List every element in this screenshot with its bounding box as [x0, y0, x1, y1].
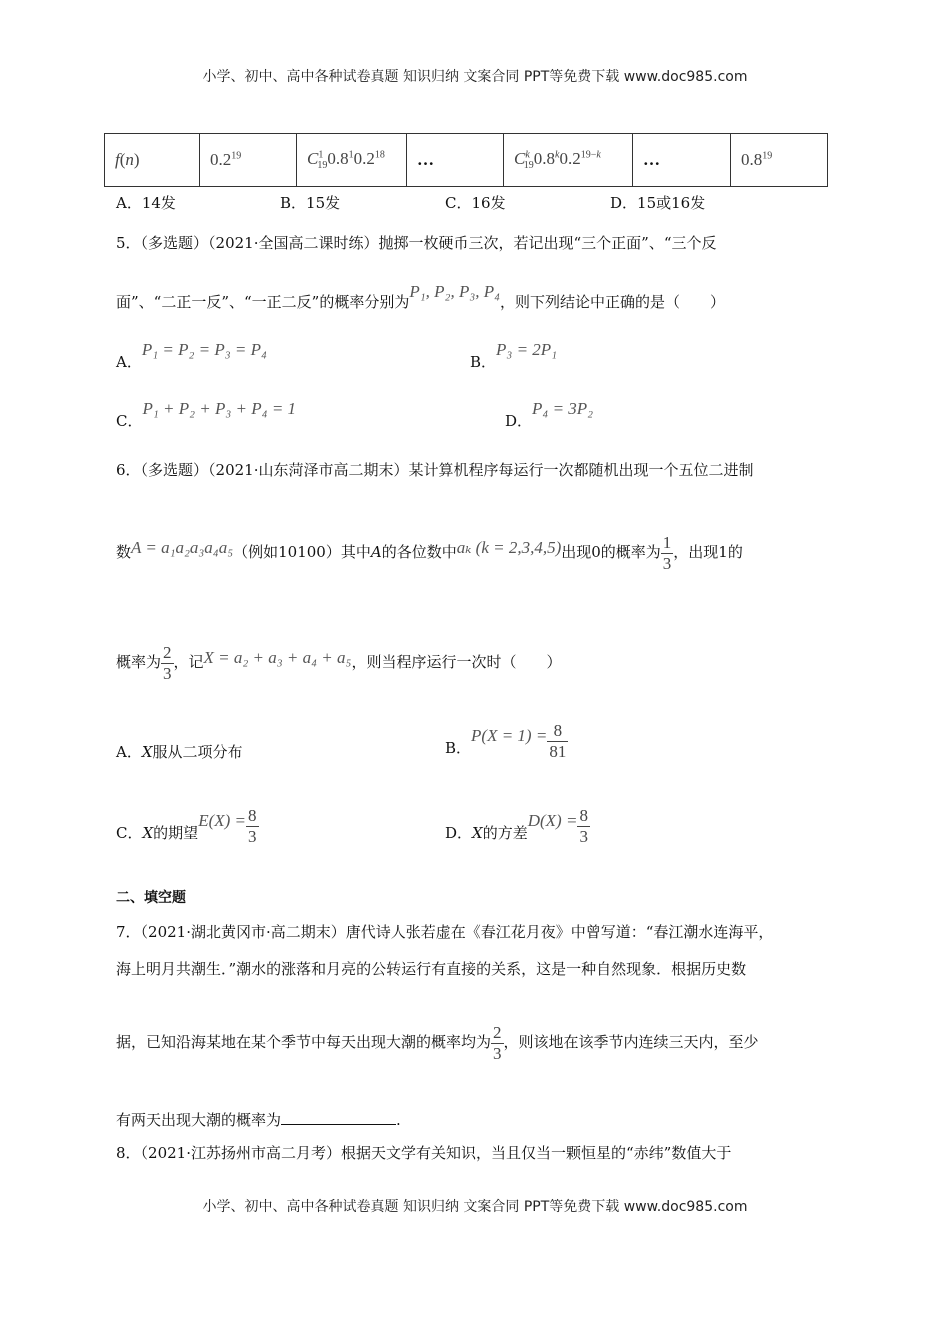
table-cell-fn: f(n)	[105, 134, 200, 187]
q6-l2-text-d: 出现0的概率为	[561, 543, 661, 561]
q4-option-d[interactable]: D．15或16发	[610, 194, 706, 212]
q7-frac-den: 3	[493, 1043, 502, 1063]
q6-l2-text-b: （例如10100）其中	[233, 543, 371, 561]
q6-option-c[interactable]	[116, 801, 259, 865]
q6-option-c-num: 8	[248, 805, 257, 825]
q6-binary-number-math: A = a₁a₂a₃a₄a₅	[131, 538, 234, 557]
page-footer: 小学、初中、高中各种试卷真题 知识归纳 文案合同 PPT等免费下载 www.doc985.com	[202, 1199, 748, 1215]
q5-option-c-math: P₁ + P₂ + P₃ + P₄ = 1	[142, 399, 297, 418]
q6-option-d-fraction	[577, 806, 590, 847]
q7-answer-blank[interactable]	[281, 1110, 396, 1125]
q6-l3-text-c: ，则当程序运行一次时（ ）	[351, 653, 562, 671]
q6-option-a[interactable]	[116, 742, 243, 762]
q7-l3-text-b: ，则该地在该季节内连续三天内，至少	[503, 1033, 759, 1051]
q7-l4-text-b: .	[396, 1111, 401, 1129]
table-cell-p0: $0.2^{19}$	[200, 134, 297, 187]
q5-option-d-label: D．	[505, 412, 533, 430]
q5-option-a[interactable]	[116, 340, 267, 372]
q5-probabilities-math: P₁, P₂, P₃, P₄	[409, 282, 501, 301]
q5-line-2-text-a: 面”、“二正一反”、“一正二反”的概率分别为	[116, 293, 410, 311]
q4-option-c[interactable]: C．16发	[445, 194, 506, 212]
q7-line-1: 7．（2021·湖北黄冈市·高二期末）唐代诗人张若虚在《春江花月夜》中曾写道：“春江潮水连海平，	[116, 923, 774, 941]
q6-option-b-den: 81	[549, 741, 567, 761]
q6-l3-text-b: ，记	[173, 653, 204, 671]
q6-option-b-label: B．	[445, 739, 472, 757]
q7-line-2: 海上明月共潮生．”潮水的涨落和月亮的公转运行有直接的关系，这是一种自然现象．根据历史数	[116, 960, 747, 978]
q7-line-4	[116, 1110, 401, 1130]
q6-option-d-math: D(X) =	[527, 811, 578, 830]
q5-option-b-math: P₃ = 2P₁	[496, 340, 558, 359]
q6-option-d-num: 8	[579, 805, 588, 825]
q6-l2-var-a: A	[370, 543, 382, 561]
q7-line-3	[116, 1010, 759, 1074]
q6-line-3	[116, 630, 561, 694]
q6-sum-math: X = a₂ + a₃ + a₄ + a₅	[203, 648, 352, 667]
q6-option-c-var: X	[142, 824, 154, 842]
q6-option-c-fraction	[246, 806, 259, 847]
q6-frac2-num: 2	[163, 642, 172, 662]
q6-option-c-text: 的期望	[153, 824, 199, 842]
q6-option-c-label: C．	[116, 824, 143, 842]
q6-option-d-text: 的方差	[482, 824, 528, 842]
q6-l3-text-a: 概率为	[116, 653, 162, 671]
q5-line-1: 5．（多选题）（2021·全国高二课时练）抛掷一枚硬币三次，若记出现“三个正面”、“三个反	[116, 234, 717, 252]
distribution-table	[104, 133, 828, 187]
q6-option-b[interactable]	[445, 716, 568, 780]
q6-option-c-math: E(X) =	[198, 811, 246, 830]
table-cell-p1: $C^1_{19}0.8^10.2^{18}$	[297, 134, 407, 187]
q5-option-d[interactable]	[505, 399, 594, 431]
q6-fraction-one-third	[661, 533, 674, 574]
q4-option-a[interactable]: A．14发	[116, 194, 176, 212]
q6-option-d-den: 3	[579, 826, 588, 846]
q5-option-c[interactable]	[116, 399, 297, 431]
table-cell-ellipsis-1: …	[407, 134, 504, 187]
q6-option-a-var: X	[141, 743, 153, 761]
q6-frac1-num: 1	[662, 532, 672, 552]
q6-line-2	[116, 520, 743, 584]
q6-option-c-den: 3	[248, 826, 257, 846]
q6-option-a-text: 服从二项分布	[152, 743, 243, 761]
q6-line-1: 6．（多选题）（2021·山东菏泽市高二期末）某计算机程序每运行一次都随机出现一个五位二进制	[116, 461, 754, 479]
q8-line-1: 8．（2021·江苏扬州市高二月考）根据天文学有关知识，当且仅当一颗恒星的“赤纬”数值大于	[116, 1144, 732, 1162]
q5-option-a-math: P₁ = P₂ = P₃ = P₄	[141, 340, 267, 359]
section-title-fill-in: 二、填空题	[116, 890, 186, 906]
q6-l2-text-e: ，出现1的	[673, 543, 743, 561]
q7-frac-num: 2	[493, 1022, 502, 1042]
table-cell-ellipsis-2: …	[633, 134, 731, 187]
q7-fraction-two-thirds	[491, 1023, 504, 1064]
page-header: 小学、初中、高中各种试卷真题 知识归纳 文案合同 PPT等免费下载 www.doc985.com	[202, 69, 748, 85]
q7-l3-text-a: 据，已知沿海某地在某个季节中每天出现大潮的概率均为	[116, 1033, 492, 1051]
q5-option-d-math: P₄ = 3P₂	[532, 399, 594, 418]
q5-option-b[interactable]	[470, 340, 558, 372]
q6-fraction-two-thirds	[161, 643, 174, 684]
q5-option-a-label: A．	[116, 353, 142, 371]
table-cell-pk: $C^k_{19}0.8^k0.2^{19-k}$	[504, 134, 633, 187]
q6-option-b-fraction	[547, 721, 568, 762]
table-cell-p19: $0.8^{19}$	[731, 134, 828, 187]
q5-line-2	[116, 282, 726, 312]
q5-option-b-label: B．	[470, 353, 497, 371]
q5-option-c-label: C．	[116, 412, 143, 430]
q6-option-d-var: X	[472, 824, 483, 842]
q4-option-b[interactable]: B．15发	[280, 194, 341, 212]
q6-frac1-den: 3	[662, 553, 672, 573]
q6-option-b-num: 8	[547, 721, 568, 742]
table-row	[105, 134, 828, 187]
q6-l2-text-c: 的各位数中	[381, 543, 457, 561]
q5-line-2-text-b: ，则下列结论中正确的是（ ）	[500, 293, 726, 311]
q6-option-d-label: D．	[445, 824, 473, 842]
q6-option-b-math: P(X = 1) =	[471, 726, 548, 745]
q6-frac2-den: 3	[163, 663, 172, 683]
q6-option-a-label: A．	[116, 743, 142, 761]
q7-l4-text-a: 有两天出现大潮的概率为	[116, 1111, 282, 1129]
q6-digit-math: aₖ (k = 2,3,4,5)	[456, 538, 562, 557]
q6-option-d[interactable]	[445, 801, 590, 865]
q6-l2-text-a: 数	[116, 543, 132, 561]
